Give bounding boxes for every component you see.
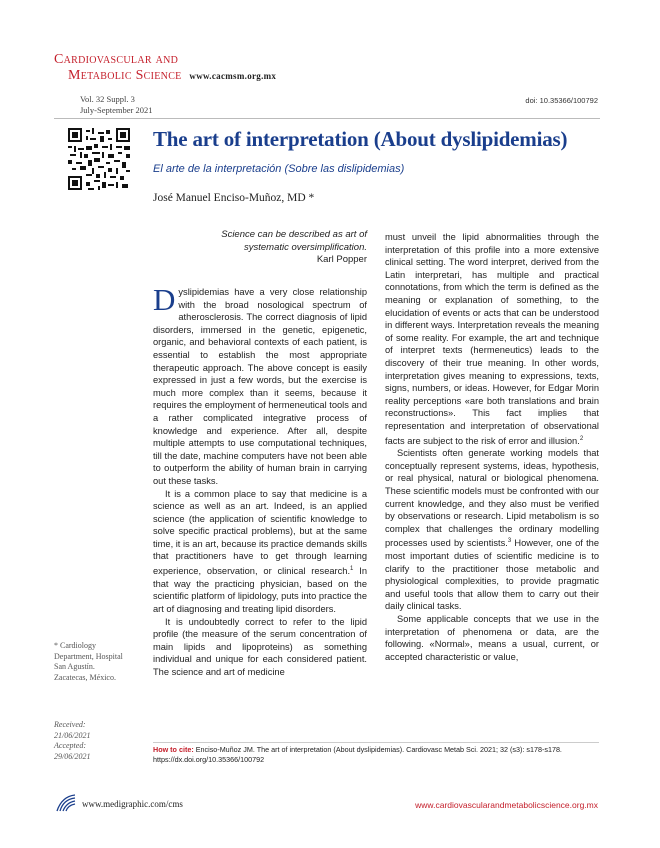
ref-2[interactable]: 2 — [579, 435, 584, 442]
issue-date: July-September 2021 — [80, 105, 153, 115]
paragraph-6: Some applicable concepts that we use in the interpretation of phenomena or data, are the following. «Normal», means a usual, current, or accepted characteristic or value, — [385, 614, 599, 662]
epigraph-line-2: systematic oversimplification. — [243, 241, 367, 253]
paragraph-1: Dyslipidemias have a very close relationship with the broad nosological spectrum of atherosclerosis. The correct diagnosis of lipid disorders, immersed in the genetic, epigenetic, organic, and behavioral contexts of each patient, is essential to establish the most appropriate therapeutic approach. The above concept is easily expressed in just a few words, but the exercise is much more complex than it seems, because it requires the employment of hermeneutical tools and a rather complicated integrative process of knowledge and experience. After all, despite multiple attempts to use computational techniques, till the date, machine computers have not been able to outperform the ability of human brain in carrying out these tasks. — [153, 282, 367, 486]
epigraph-line-1: Science can be described as art of — [221, 229, 367, 240]
epigraph — [160, 229, 367, 265]
medigraphic-logo-icon — [54, 792, 78, 814]
footer-medigraphic-link[interactable]: www.medigraphic.com/cms — [82, 799, 183, 809]
ref-3[interactable]: 3 — [507, 538, 512, 545]
drop-cap: D — [153, 282, 176, 317]
author-name: José Manuel Enciso-Muñoz, MD * — [153, 192, 315, 204]
affiliation: * Cardiology Department, Hospital San Agustín. Zacatecas, México. — [54, 641, 123, 682]
how-to-cite — [153, 745, 599, 765]
received-label: Received: — [54, 720, 86, 729]
how-to-cite-text[interactable]: Enciso-Muñoz JM. The art of interpretation (About dyslipidemias). Cardiovasc Metab Sci. 2021; 32 (s3): s178-s178. https://dx.doi.org/10.35366/100792 — [153, 745, 562, 764]
journal-name-line2: Metabolic Science www.cacmsm.org.mx — [68, 68, 277, 83]
qr-code-icon — [68, 128, 130, 190]
journal-name-line1: Cardiovascular and — [54, 52, 179, 67]
body-right-column — [385, 231, 599, 663]
ref-1[interactable]: 1 — [350, 566, 354, 573]
issue-info — [80, 94, 152, 116]
body-left-column — [153, 282, 367, 679]
journal-url[interactable]: www.cacmsm.org.mx — [189, 71, 277, 81]
footer-journal-link[interactable]: www.cardiovascularandmetabolicscience.org.mx — [415, 800, 598, 810]
paragraph-5: Scientists often generate working models that conceptually represent systems, ideas, hypothesis, or real physical, natural or biological phenomena. These scientific models must be confronted with our current knowledge, and they also must be verified by observations or research. Lipid metabolism is so complex that challenges the ordinary modelling processes used by scientists.$^3$ However, one of the most important duties of scientific medicine is to clarify to the practitioner those metabolic and physiological complexities, to provide pragmatic and useful tools that allow them to carry out their daily clinical tasks. — [385, 448, 599, 612]
accepted-date: 29/06/2021 — [54, 751, 91, 761]
cite-divider — [153, 742, 599, 743]
paragraph-2: It is a common place to say that medicine is a science as well as an art. Indeed, is an applied science (the application of scientific knowledge to solve specific practical problems), but at the same time, it is an art, because its practice demands skills that practitioners have to get through learning experience, observation, or clinical research.$^1$ In that way the practicing physician, based on the scientific platform of lipidology, puts into practice the art of diagnosing and treating lipid disorders. — [153, 488, 367, 614]
paragraph-3: It is undoubtedly correct to refer to the lipid profile (the measure of the serum concentration of main lipids and lipoproteins) as something individual and unique for each considered patient. The science and art of medicine — [153, 616, 367, 677]
paragraph-4: must unveil the lipid abnormalities through the interpretation of this profile into a more extensive clinical setting. The word interpret, derived from the Latin interpretari, has multiple and practical connotations, from which the term is defined as the meaning or explanation of something, to the elucidation of events or acts that can be understood in different ways. Interpretation reveals the meaning of some reality. For example, the art and technique of interpret texts (hermeneutics) leads to the discovery of their true meaning. In other words, interpretation gives meaning to expressions, texts, signs, numbers, or ideas. However, for Edgar Morin reality perceptions «are both translations and brain reconstructions». This fact implies that representation and interpretation of observational facts are subject to the risk of error and illusion.$^2$ — [385, 232, 599, 446]
header-divider — [54, 118, 600, 119]
volume: Vol. 32 Suppl. 3 — [80, 94, 135, 104]
how-to-cite-label: How to cite: — [153, 745, 194, 754]
article-title: The art of interpretation (About dyslipidemias) — [153, 127, 568, 151]
epigraph-author: Karl Popper — [316, 254, 367, 265]
dates — [54, 720, 124, 762]
received-date: 21/06/2021 — [54, 730, 91, 740]
article-subtitle: El arte de la interpretación (Sobre las dislipidemias) — [153, 163, 405, 175]
accepted-label: Accepted: — [54, 741, 86, 750]
doi[interactable]: doi: 10.35366/100792 — [525, 96, 598, 105]
